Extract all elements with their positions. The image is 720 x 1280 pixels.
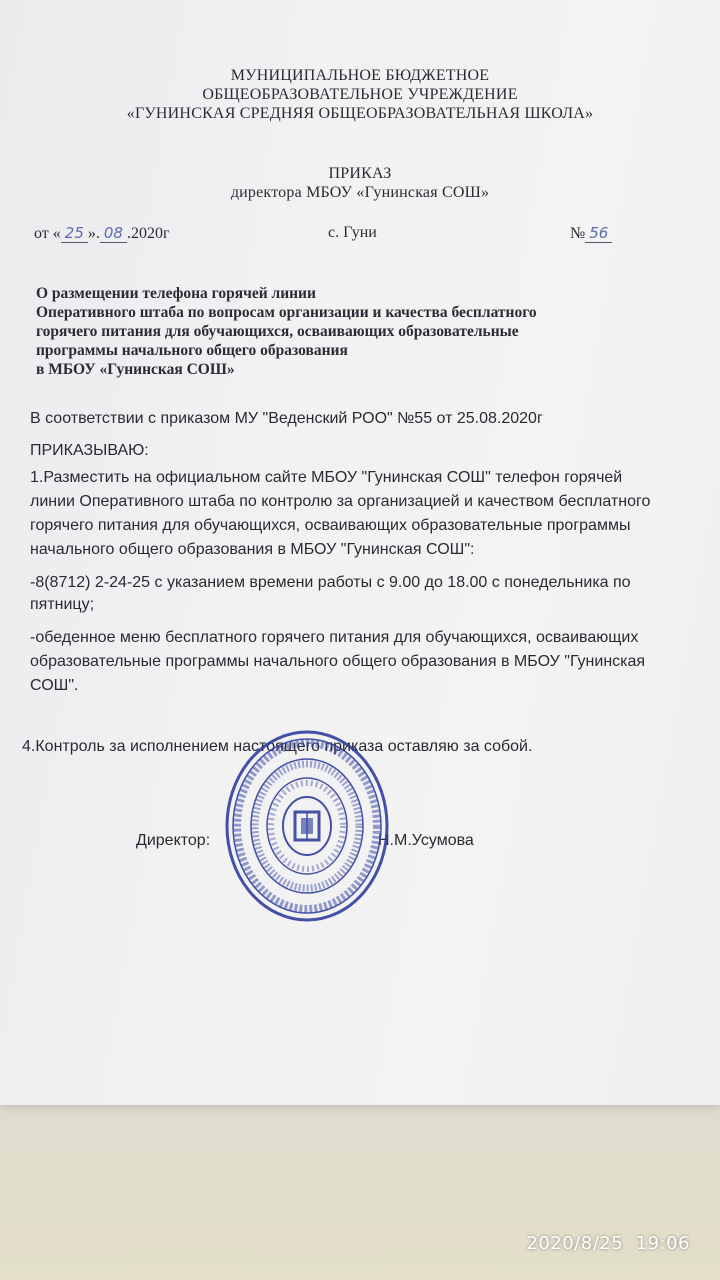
basis-paragraph bbox=[30, 408, 690, 430]
basis-text: В соответствии с приказом МУ "Веденский РОО" №55 от 25.08.2020г bbox=[30, 410, 543, 427]
date-year: .2020г bbox=[126, 225, 170, 242]
order-word-text: ПРИКАЗЫВАЮ: bbox=[30, 442, 149, 459]
date-prefix: от « bbox=[34, 225, 61, 242]
item-1-line: горячего питания для обучающихся, осваивающих образовательные программы bbox=[30, 517, 631, 534]
title-line: в МБОУ «Гунинская СОШ» bbox=[36, 361, 235, 378]
institution-header bbox=[0, 66, 720, 123]
title-line: горячего питания для обучающихся, осваивающих образовательные bbox=[36, 323, 519, 340]
date-day: 25 bbox=[61, 224, 88, 243]
title-line: Оперативного штаба по вопросам организации и качества бесплатного bbox=[36, 304, 537, 321]
order-word bbox=[30, 440, 690, 462]
number-value: 56 bbox=[585, 224, 612, 243]
title-line: программы начального общего образования bbox=[36, 342, 348, 359]
phone-line: пятницу; bbox=[30, 596, 95, 613]
menu-line: СОШ". bbox=[30, 677, 79, 694]
header-line: МУНИЦИПАЛЬНОЕ БЮДЖЕТНОЕ bbox=[230, 67, 490, 84]
order-label: ПРИКАЗ bbox=[328, 165, 392, 182]
item-1-paragraph bbox=[30, 466, 690, 562]
order-heading bbox=[0, 164, 720, 202]
photo-timestamp: 2020/8/25 19:06 bbox=[526, 1233, 690, 1254]
date-mid: ». bbox=[87, 225, 100, 242]
item-1-line: начального общего образования в МБОУ "Гунинская СОШ": bbox=[30, 541, 475, 558]
date-place-number-line bbox=[34, 222, 654, 246]
menu-paragraph bbox=[30, 626, 690, 698]
official-stamp bbox=[222, 728, 392, 928]
item-1-line: линии Оперативного штаба по контролю за организацией и качеством бесплатного bbox=[30, 493, 651, 510]
number-label: № bbox=[570, 225, 586, 242]
order-number bbox=[570, 224, 612, 243]
date-month: 08 bbox=[100, 224, 127, 243]
menu-line: образовательные программы начального общего образования в МБОУ "Гунинская bbox=[30, 653, 646, 670]
item-4-text: 4.Контроль за исполнением настоящего приказа оставляю за собой. bbox=[22, 738, 533, 755]
item-1-line: 1.Разместить на официальном сайте МБОУ "Гунинская СОШ" телефон горячей bbox=[30, 469, 623, 486]
title-line: О размещении телефона горячей линии bbox=[36, 285, 316, 302]
order-title bbox=[36, 284, 676, 379]
signer-title: Директор: bbox=[136, 832, 211, 849]
header-line: ОБЩЕОБРАЗОВАТЕЛЬНОЕ УЧРЕЖДЕНИЕ bbox=[202, 86, 518, 103]
phone-line: -8(8712) 2-24-25 с указанием времени работы с 9.00 до 18.00 с понедельника по bbox=[30, 574, 631, 591]
phone-paragraph bbox=[30, 572, 690, 616]
place-name: с. Гуни bbox=[328, 224, 377, 241]
menu-line: -обеденное меню бесплатного горячего питания для обучающихся, осваивающих bbox=[30, 629, 639, 646]
signer-name: Н.М.Усумова bbox=[378, 832, 474, 849]
order-subtitle: директора МБОУ «Гунинская СОШ» bbox=[230, 184, 490, 201]
header-line: «ГУНИНСКАЯ СРЕДНЯЯ ОБЩЕОБРАЗОВАТЕЛЬНАЯ ШКОЛА» bbox=[126, 105, 594, 122]
date-field bbox=[34, 224, 170, 243]
